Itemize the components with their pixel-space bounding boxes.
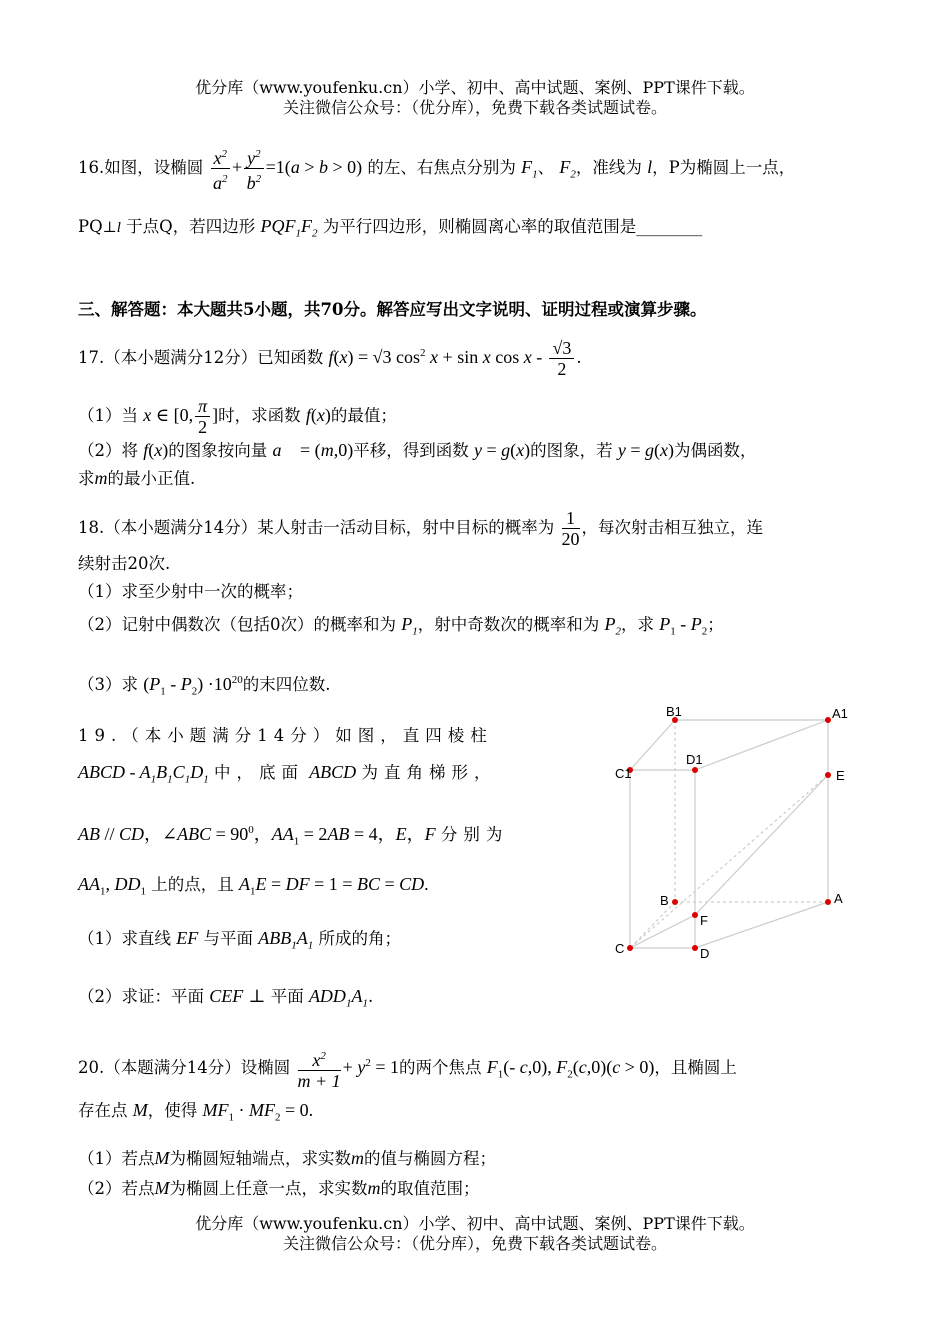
- q17-p2-e: 为偶函数，: [674, 441, 757, 460]
- vertex-a1: [825, 717, 831, 723]
- q20-text1: 的两个焦点: [398, 1058, 482, 1077]
- question-20-line-1: 20.（本题满分14分）设椭圆 $\frac{x^2}{m + 1}$ + $y^2 = 1$的两个焦点 $F_1(-$ c,0), $F_2(c,0)(c > 0)$，且椭圆上: [78, 1046, 737, 1091]
- vertex-d: [692, 945, 698, 951]
- label-a: A: [834, 891, 843, 906]
- q18-p2-c: ，求: [621, 615, 654, 634]
- q19-p1-c: 所成的角；: [318, 929, 401, 948]
- question-17-part-1: （1）当 x ∈ [0, $\frac{\pi}{2}$ ]时，求函数 f(x)的最值；: [78, 396, 397, 437]
- question-20-line-2: 存在点 M，使得 $MF_1 \cdot MF_2 = 0$.: [78, 1100, 314, 1124]
- label-a1: A1: [832, 706, 848, 721]
- question-20-part-2: （2）若点M为椭圆上任意一点，求实数m的取值范围；: [78, 1178, 480, 1198]
- q17-p2-c: 平移，得到函数: [353, 441, 469, 460]
- footer-line-2: 关注微信公众号：（优分库），免费下载各类试题试卷。: [282, 1234, 667, 1253]
- q18-prefix: 18.（本小题满分14分）某人射击一活动目标，射中目标的概率为: [78, 518, 555, 537]
- q20-p2-c: 的取值范围；: [380, 1179, 480, 1198]
- q20-p1-c: 的值与椭圆方程；: [364, 1149, 496, 1168]
- q18-text1: ，每次射击相互独立，连: [581, 518, 763, 537]
- q19-prefix: 19.（本小题满分14分）如图，直四棱柱: [78, 726, 493, 745]
- question-17-line-1: 17.（本小题满分12分）已知函数 f(x) = √3 $\cos^2 x + \sin x$ cos x - $\frac{√3}{2}$ .: [78, 338, 582, 379]
- question-18-line-2: 续射击20次.: [78, 554, 171, 573]
- footer-line-1: 优分库（www.youfenku.cn）小学、初中、高中试题、案例、PPT课件下载。: [195, 1214, 755, 1233]
- q17-p1-c: 的最值；: [330, 406, 397, 425]
- q16-text4: ，P为椭圆上一点，: [652, 158, 796, 177]
- section-3-heading: 三、解答题：本大题共5小题，共70分。解答应写出文字说明、证明过程或演算步骤。: [78, 300, 707, 319]
- label-c1: C1: [615, 766, 632, 781]
- q16-line2-b: 于点Q，若四边形: [126, 217, 256, 236]
- q17-prefix: 17.（本小题满分12分）已知函数: [78, 348, 324, 367]
- q19-p1-b: 与平面: [203, 929, 253, 948]
- q16-text2: 、: [537, 158, 555, 177]
- q19-l4-b: 上的点，且: [151, 875, 234, 894]
- label-b: B: [660, 893, 669, 908]
- label-e: E: [836, 768, 845, 783]
- question-20-part-1: （1）若点M为椭圆短轴端点，求实数m的值与椭圆方程；: [78, 1148, 496, 1168]
- header-line-2: 关注微信公众号：（优分库），免费下载各类试题试卷。: [282, 98, 667, 117]
- one-twentieth: $\frac{1}{20}$: [561, 508, 580, 549]
- q18-p2-a: （2）记射中偶数次（包括0次）的概率和为: [78, 615, 396, 634]
- edge-c-e: [630, 775, 828, 948]
- q16-prefix: 16.如图，设椭圆: [78, 158, 204, 177]
- label-b1: B1: [666, 704, 682, 719]
- q20-p1-a: （1）若点: [78, 1149, 155, 1168]
- q20-prefix: 20.（本题满分14分）设椭圆: [78, 1058, 291, 1077]
- vertex-a: [825, 899, 831, 905]
- header-line-1: 优分库（www.youfenku.cn）小学、初中、高中试题、案例、PPT课件下载。: [195, 78, 755, 97]
- q19-l2-b: 中，底面: [213, 763, 304, 782]
- vertex-d1: [692, 767, 698, 773]
- q19-l3-d: 分别为: [440, 825, 509, 844]
- question-19-line-2: ABCD - $A_1B_1C_1D_1$ 中，底面 ABCD 为直角梯形，: [78, 762, 497, 786]
- question-19-line-1: [78, 724, 493, 748]
- q19-p1-a: （1）求直线: [78, 929, 171, 948]
- q19-p2-a: （2）求证：平面: [78, 987, 204, 1006]
- q20-line2-a: 存在点: [78, 1101, 128, 1120]
- q20-text2: ，且椭圆上: [654, 1058, 737, 1077]
- label-d1: D1: [686, 752, 703, 767]
- q16-line2-c: 为平行四边形，则椭圆离心率的取值范围是________: [322, 217, 703, 236]
- vertex-c: [627, 945, 633, 951]
- sqrt3-over-2: $\frac{√3}{2}$: [549, 338, 574, 379]
- prism-edges: [630, 720, 828, 948]
- vertex-e: [825, 772, 831, 778]
- q17-p2-a: （2）将: [78, 441, 138, 460]
- q16-text1: 的左、右焦点分别为: [367, 158, 516, 177]
- q19-p2-b: 平面: [270, 987, 304, 1006]
- q20-p1-b: 为椭圆短轴端点，求实数: [169, 1149, 351, 1168]
- q20-p2-b: 为椭圆上任意一点，求实数: [169, 1179, 368, 1198]
- q18-p2-b: ，射中奇数次的概率和为: [417, 615, 600, 634]
- q16-line2-a: PQ: [78, 217, 103, 236]
- edge-b-c: [630, 902, 675, 948]
- edge-b1-c1: [630, 720, 675, 770]
- vertex-f: [692, 912, 698, 918]
- q17-p1-b: 时，求函数: [218, 406, 301, 425]
- question-19-line-4: $AA_1$, $DD_1$ 上的点，且 $A_1E$ = DF = 1 = BC = CD.: [78, 874, 429, 898]
- edge-f-e: [695, 775, 828, 915]
- ellipse-fraction-x: $\frac{x^2}{a^2}$: [211, 144, 231, 193]
- question-18-part-2: （2）记射中偶数次（包括0次）的概率和为 $P_1$，射中奇数次的概率和为 $P_2$，求 $P_1 - P_2$；: [78, 614, 724, 638]
- vertex-points: [627, 717, 831, 951]
- question-19-part-2: （2）求证：平面 CEF ⊥ 平面 $ADD_1A_1$.: [78, 986, 374, 1010]
- question-17-part-2: （2）将 f(x)的图象按向量 a⃗ = (m,0)平移，得到函数 y = g(x)的图象，若 y = g(x)为偶函数，: [78, 440, 757, 460]
- q17-p2-b: 的图象按向量: [168, 441, 268, 460]
- q17-p2-g: 的最小正值.: [107, 469, 196, 488]
- edge-d1-a1: [695, 720, 828, 770]
- q20-p2-a: （2）若点: [78, 1179, 155, 1198]
- ellipse-fraction-m: $\frac{x^2}{m + 1}$: [298, 1046, 341, 1091]
- vertex-b: [672, 899, 678, 905]
- question-18-line-1: [78, 508, 763, 549]
- q20-line2-b: ，使得: [147, 1101, 198, 1120]
- label-f: F: [700, 913, 708, 928]
- question-16-line-2: PQ⊥l 于点Q，若四边形 $PQF_1F_2$ 为平行四边形，则椭圆离心率的取值范围是________: [78, 216, 703, 240]
- q18-p3-a: （3）求: [78, 675, 138, 694]
- prism-figure: [610, 700, 860, 965]
- q17-p2-d: 的图象，若: [530, 441, 613, 460]
- question-19-part-1: （1）求直线 EF 与平面 $ABB_1A_1$ 所成的角；: [78, 928, 401, 952]
- q19-l2-c: 为直角梯形，: [361, 763, 497, 782]
- label-c: C: [615, 941, 625, 956]
- q18-p3-b: 的末四位数.: [242, 675, 331, 694]
- question-18-part-3: （3）求 $(P_1 - P_2) \cdot 10^{20}$的末四位数.: [78, 674, 331, 698]
- q17-p1-a: （1）当: [78, 406, 138, 425]
- question-18-part-1: （1）求至少射中一次的概率；: [78, 582, 303, 601]
- question-17-part-2-cont: 求m的最小正值.: [78, 468, 196, 488]
- ellipse-fraction-y: $\frac{y^2}{b^2}$: [244, 144, 264, 193]
- question-16-line-1: 16.如图，设椭圆 $\frac{x^2}{a^2}$ + $\frac{y^2}{b^2}$ =1(a > b > 0) 的左、右焦点分别为 $F_1$、 $F_2$，准线为 l，P为椭圆上一点，: [78, 144, 795, 193]
- q16-text3: ，准线为: [575, 158, 642, 177]
- label-d: D: [700, 946, 710, 961]
- question-19-line-3: AB // CD，∠ABC = $90^0$，$AA_1 = 2AB = 4$，E，F 分别为: [78, 824, 509, 848]
- q17-p2-f: 求: [78, 469, 95, 488]
- edge-d-a: [695, 902, 828, 948]
